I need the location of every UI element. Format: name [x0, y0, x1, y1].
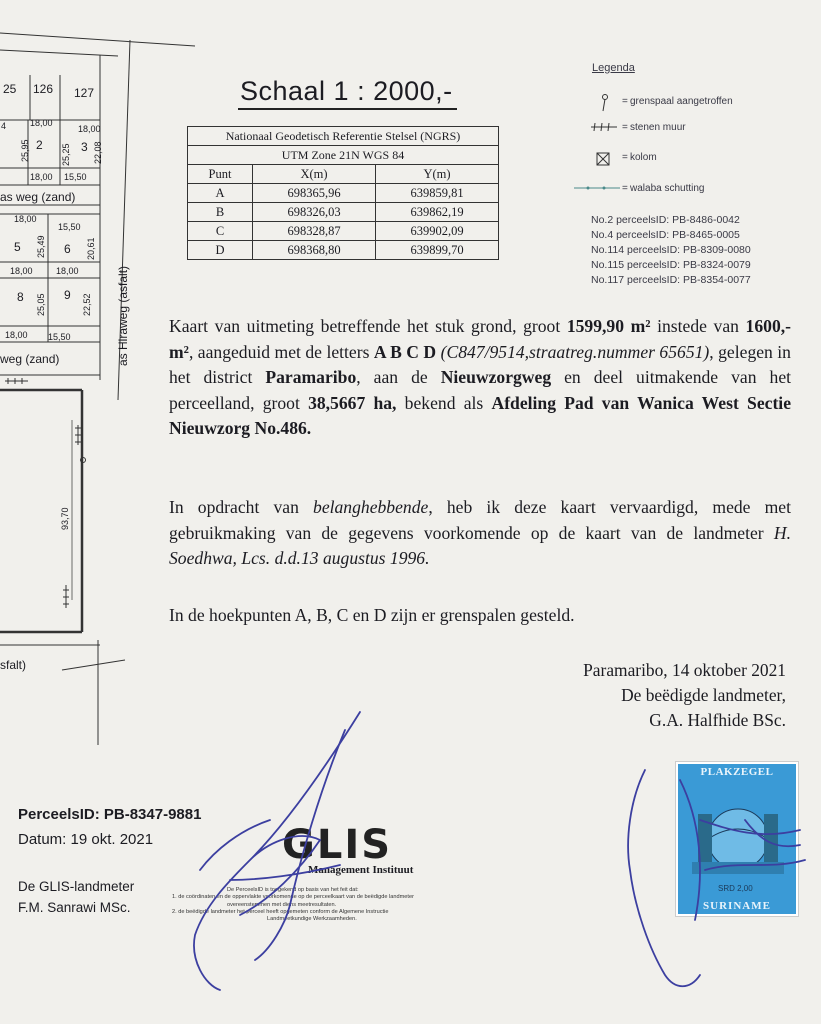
lot-number: 126 [33, 82, 54, 96]
boundary-posts-paragraph: In de hoekpunten A, B, C en D zijn er grenspalen gesteld. [169, 605, 575, 625]
stamp-country: SURINAME [703, 900, 771, 912]
y-coordinate: 639862,19 [376, 203, 499, 222]
glis-logo-text: GLIS [282, 822, 393, 864]
x-coordinate: 698365,96 [253, 184, 376, 203]
lot-number: 8 [17, 290, 24, 304]
district-name: Paramaribo [265, 367, 357, 387]
map-scale: Schaal 1 : 2000,- [238, 76, 457, 110]
dimension-label: 18,00 [30, 172, 53, 182]
list-item: No.2 perceelsID: PB-8486-0042 [591, 214, 740, 226]
dimension-label: 18,00 [5, 330, 28, 340]
text: instede van [650, 316, 746, 336]
dimension-label: 18,00 [30, 118, 53, 128]
column-header: X(m) [253, 165, 376, 184]
road-label: as weg (zand) [0, 190, 76, 204]
dimension-label: 25,49 [36, 235, 46, 258]
lot-number: 25 [3, 82, 17, 96]
glis-surveyor-name: F.M. Sanrawi MSc. [18, 900, 131, 915]
lot-number: 127 [74, 86, 95, 100]
lot-number: 5 [14, 240, 21, 254]
dimension-label: 18,00 [56, 266, 79, 276]
lot-number: 9 [64, 288, 71, 302]
y-coordinate: 639902,09 [376, 222, 499, 241]
fine-print-line: Landmeetkundige Werkzaamheden. [267, 916, 357, 923]
signature-right [628, 770, 805, 986]
list-item: No.4 perceelsID: PB-8465-0005 [591, 229, 740, 241]
area-value: 38,5667 ha, [308, 392, 397, 413]
road-label: sfalt) [0, 658, 27, 672]
street-name: Nieuwzorgweg [440, 367, 552, 387]
lot-number: 2 [36, 138, 43, 152]
legend-label: grenspaal aangetroffen [630, 96, 733, 107]
dimension-label: 20,61 [86, 237, 96, 260]
legend-equals: = [622, 122, 628, 133]
place-date: Paramaribo, 14 oktober 2021 [583, 660, 786, 680]
dimension-label: 18,00 [78, 124, 101, 134]
lot-number: 6 [64, 242, 71, 256]
dimension-label: 25,95 [20, 139, 30, 162]
x-coordinate: 698328,87 [253, 222, 376, 241]
legend-label: kolom [630, 152, 657, 163]
y-coordinate: 639899,70 [376, 241, 499, 260]
legend-label: walaba schutting [630, 183, 705, 194]
x-coordinate: 698368,80 [253, 241, 376, 260]
glis-surveyor-role: De GLIS-landmeter [18, 879, 135, 894]
text: , aan de [356, 367, 441, 387]
area-value: 1599,90 m² [566, 316, 651, 336]
point-label: D [188, 241, 253, 260]
dimension-label: 15,50 [58, 222, 81, 232]
list-item: No.115 perceelsID: PB-8324-0079 [591, 259, 751, 271]
parcel-id: PerceelsID: PB-8347-9881 [18, 806, 202, 823]
surveyor-name: G.A. Halfhide BSc. [649, 710, 786, 730]
dimension-label: 22,52 [82, 293, 92, 316]
dimension-label: 25,05 [36, 293, 46, 316]
fine-print-line: overeenstemmen met diens meetresultaten. [227, 901, 337, 908]
list-item: No.114 perceelsID: PB-8309-0080 [591, 244, 751, 256]
stamp-value: SRD 2,00 [718, 884, 753, 893]
legend-label: stenen muur [630, 122, 686, 133]
column-header: Y(m) [376, 165, 499, 184]
client-term: belanghebbende [313, 497, 429, 517]
point-label: A [188, 184, 253, 203]
text: In opdracht van [169, 497, 314, 517]
area-value: 1600,- m² [169, 316, 791, 362]
dimension-label: 15,50 [48, 332, 71, 342]
point-label: C [188, 222, 253, 241]
text: , heb ik deze kaart vervaardigd, mede met gebruikmaking van de gegevens voorkomende op de kaart van de landmeter [169, 497, 792, 543]
fine-print-line: 2. de beëdigde landmeter het perceel heeft opgemeten conform de Algemene Instructie [172, 908, 389, 915]
y-coordinate: 639859,81 [376, 184, 499, 203]
section-name: Afdeling Pad van Wanica West Sectie Nieuwzorg No.486. [169, 392, 791, 438]
lot-number: 3 [81, 140, 88, 154]
dimension-label: 18,00 [14, 214, 37, 224]
table-caption: UTM Zone 21N WGS 84 [188, 146, 499, 165]
road-label: weg (zand) [0, 352, 60, 366]
dimension-label: 25,25 [61, 143, 71, 166]
fine-print-line: De PerceelsID is toegekend op basis van het feit dat: [227, 887, 359, 893]
road-label: as Hiraweg (asfalt) [116, 265, 130, 366]
glis-logo-subtitle: Management Instituut [308, 864, 414, 876]
point-label: B [188, 203, 253, 222]
x-coordinate: 698326,03 [253, 203, 376, 222]
surveyor-role: De beëdigde landmeter, [621, 685, 786, 705]
text: , aangeduid met de letters [188, 341, 374, 362]
list-item: No.117 perceelsID: PB-8354-0077 [591, 274, 751, 286]
dimension-label: 18,00 [10, 266, 33, 276]
dimension-label: 22,08 [93, 141, 103, 164]
reference-surveyor: H. Soedhwa, Lcs. d.d.13 augustus 1996. [169, 522, 791, 568]
parcel-date: Datum: 19 okt. 2021 [18, 831, 154, 848]
text: Kaart van uitmeting betreffende het stuk grond, groot [169, 316, 567, 336]
dimension-label: 15,50 [64, 172, 87, 182]
text: bekend als [396, 392, 492, 413]
column-header: Punt [188, 165, 253, 184]
legend-equals: = [622, 152, 628, 163]
table-caption: Nationaal Geodetisch Referentie Stelsel (NGRS) [188, 127, 499, 146]
lot-number: 4 [1, 121, 7, 131]
dimension-label: 93,70 [60, 507, 70, 530]
stamp-title: PLAKZEGEL [700, 766, 774, 778]
fine-print-line: 1. de coördinaten en de oppervlakte voorkomende op de perceelkaart van de beëdigde landmeter [172, 894, 414, 901]
legend-title: Legenda [592, 62, 635, 74]
text: , gelegen in het district [169, 341, 791, 387]
legend-equals: = [622, 183, 628, 194]
text: en deel uitmakende van het perceelland, groot [169, 367, 792, 413]
corner-letters: A B C D [373, 341, 437, 362]
reference-number: (C847/9514,straatreg.nummer 65651) [436, 341, 710, 362]
legend-equals: = [622, 96, 628, 107]
